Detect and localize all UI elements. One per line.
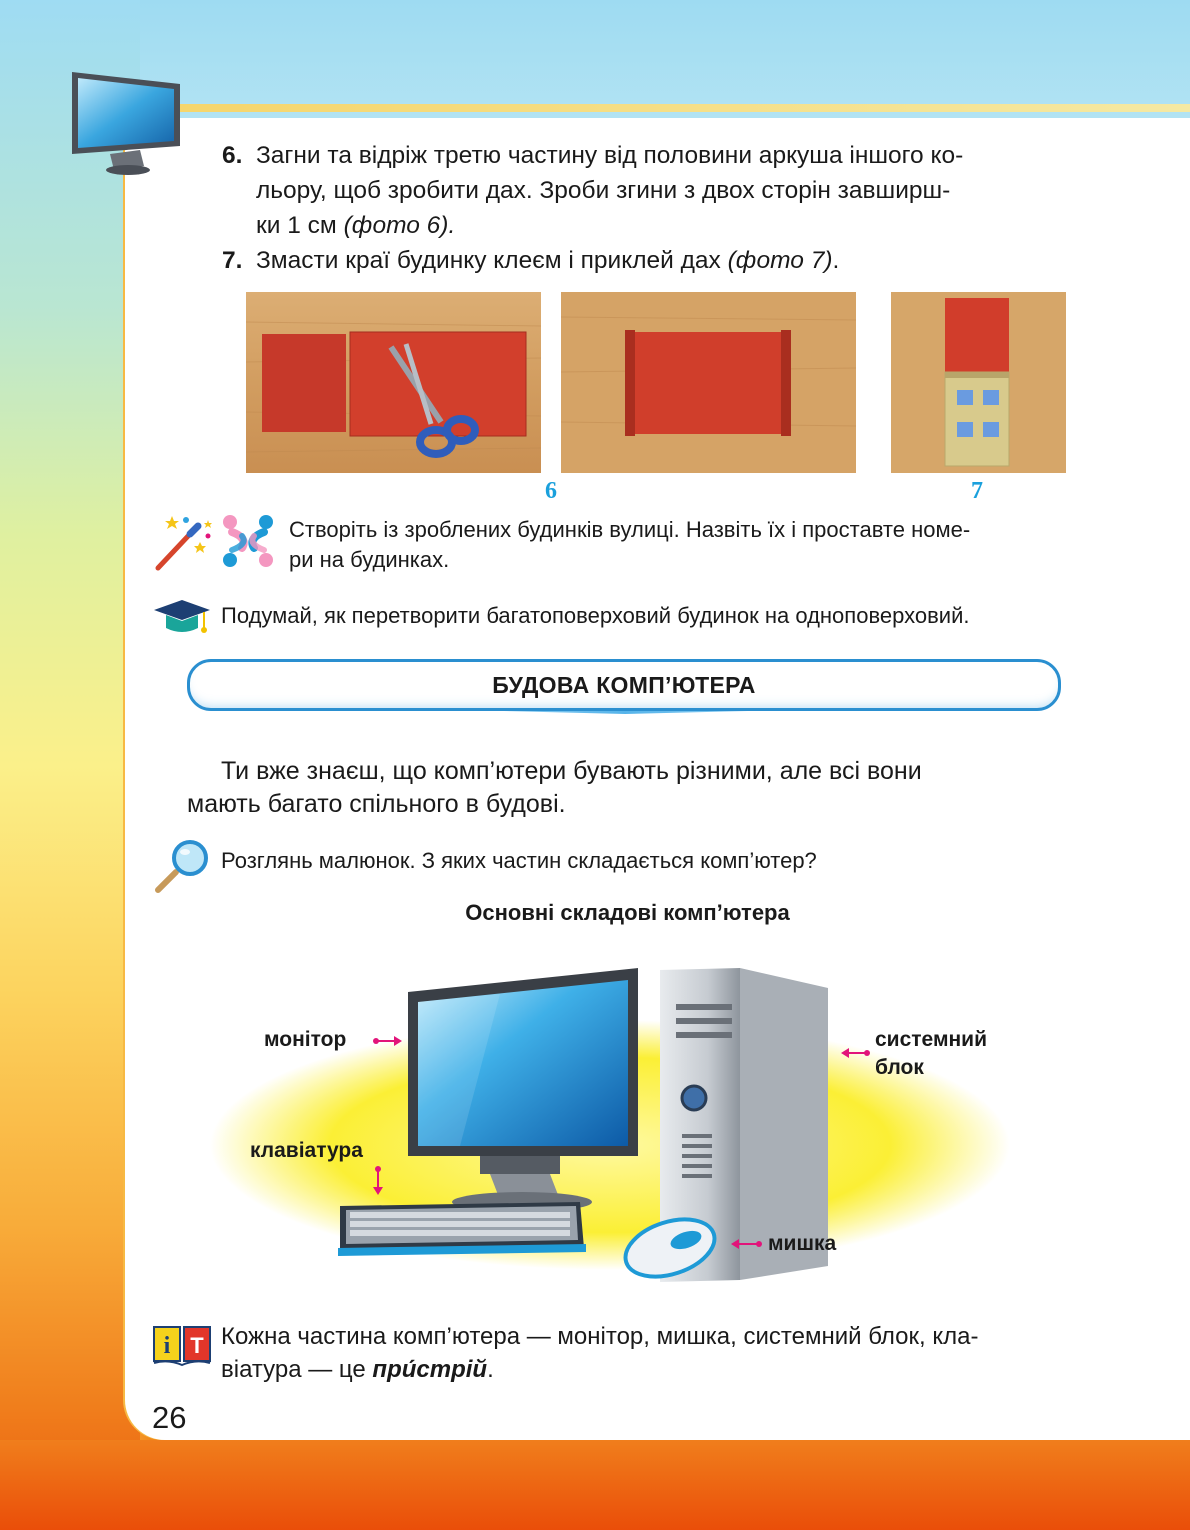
arrow-down-icon bbox=[370, 1165, 386, 1197]
step-6 bbox=[222, 138, 1067, 243]
page-top-line bbox=[165, 104, 1190, 112]
intro-line: мають багато спільного в будові. bbox=[187, 790, 566, 818]
intro-paragraph bbox=[187, 755, 1067, 821]
step-text-line: Загни та відріж третю частину від половини аркуша іншого ко- bbox=[256, 142, 964, 169]
arrow-left-icon bbox=[729, 1236, 763, 1252]
step-7 bbox=[222, 243, 1067, 278]
monitor-icon bbox=[70, 70, 182, 178]
bottom-color-band bbox=[0, 1440, 1190, 1530]
left-color-band bbox=[0, 0, 140, 1530]
explore-task: Розглянь малюнок. З яких частин складається комп’ютер? bbox=[221, 848, 817, 873]
photo-caption-7: 7 bbox=[971, 478, 983, 504]
definition-punctuation: . bbox=[487, 1356, 494, 1383]
group-task-line: ри на будинках. bbox=[289, 547, 450, 572]
arrow-right-icon bbox=[372, 1033, 404, 1049]
group-work-icon bbox=[218, 512, 278, 570]
group-task-line: Створіть із зроблених будинків вулиці. Назвіть їх і проставте номе- bbox=[289, 517, 971, 542]
intro-line: Ти вже знаєш, що комп’ютери бувають різними, але всі вони bbox=[221, 757, 922, 785]
arrow-left-icon bbox=[839, 1045, 871, 1061]
label-system-unit-line: системний bbox=[875, 1028, 987, 1051]
label-system-unit bbox=[875, 1026, 987, 1082]
photo-caption-6: 6 bbox=[545, 478, 557, 504]
photo-roof-fold bbox=[561, 292, 856, 473]
group-task bbox=[289, 515, 1079, 575]
step-text-line: ки 1 см bbox=[256, 212, 337, 239]
graduation-cap-icon bbox=[152, 598, 212, 638]
label-monitor: монітор bbox=[264, 1028, 347, 1051]
label-keyboard: клавіатура bbox=[250, 1139, 363, 1162]
step-number: 7. bbox=[222, 247, 243, 274]
think-task: Подумай, як перетворити багатоповерховий будинок на одноповерховий. bbox=[221, 603, 970, 628]
keyboard-device bbox=[338, 1202, 586, 1256]
page-number: 26 bbox=[152, 1400, 187, 1435]
svg-text:i: i bbox=[163, 1333, 171, 1359]
photo-ref: (фото 6). bbox=[343, 212, 456, 239]
section-title: БУДОВА КОМП’ЮТЕРА bbox=[492, 672, 756, 698]
magic-brush-icon bbox=[152, 512, 216, 572]
step-number: 6. bbox=[222, 142, 243, 169]
photo-house bbox=[891, 292, 1066, 473]
steps-list bbox=[222, 138, 1067, 278]
step-punctuation: . bbox=[832, 247, 840, 274]
label-system-unit-line: блок bbox=[875, 1056, 924, 1079]
photo-ref: (фото 7) bbox=[727, 247, 833, 274]
definition-term: при́стрій bbox=[372, 1356, 488, 1383]
definition bbox=[221, 1320, 1081, 1386]
definition-line: віатура — це bbox=[221, 1356, 366, 1383]
svg-text:T: T bbox=[190, 1333, 204, 1358]
info-book-icon bbox=[152, 1325, 212, 1369]
computer-figure bbox=[200, 960, 1020, 1290]
label-mouse: мишка bbox=[768, 1232, 837, 1255]
step-text-line: льору, щоб зробити дах. Зроби згини з двох сторін завширш- bbox=[256, 177, 951, 204]
step-text-line: Змасти краї будинку клеєм і приклей дах bbox=[256, 247, 721, 274]
section-header bbox=[187, 659, 1061, 711]
figure-title: Основні складові комп’ютера bbox=[465, 900, 790, 925]
magnifier-icon bbox=[152, 838, 212, 896]
definition-line: Кожна частина комп’ютера — монітор, мишка, системний блок, кла- bbox=[221, 1323, 979, 1350]
photo-cutting bbox=[246, 292, 541, 473]
